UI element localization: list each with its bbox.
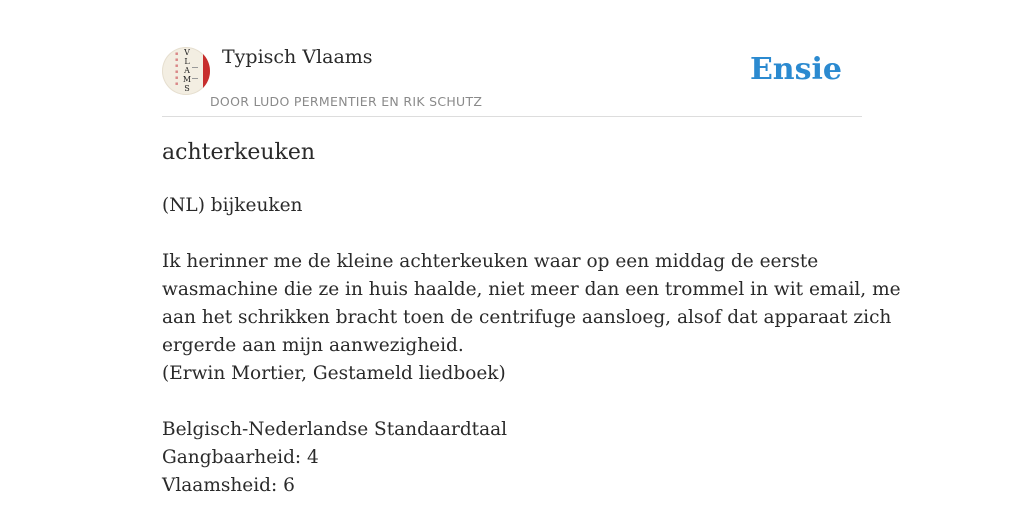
entry-term: achterkeuken: [162, 140, 316, 165]
spacer: [162, 388, 862, 416]
avatar-decoration: ▪ ▪ ▪ ▪ ▪ ▪: [175, 51, 179, 87]
example-line: Ik herinner me de kleine achterkeuken waar op een middag de eerste: [162, 251, 819, 272]
site-header: [162, 44, 862, 117]
avatar-logo-letters: V L A M S: [182, 48, 192, 93]
brand-subtitle: DOOR LUDO PERMENTIER EN RIK SCHUTZ: [210, 94, 483, 109]
avatar-red-stripe: [203, 47, 210, 95]
avatar[interactable]: [162, 47, 210, 95]
ensie-logo[interactable]: Ensie: [749, 52, 842, 87]
entry-gangbaarheid: Gangbaarheid: 4: [162, 447, 319, 468]
entry-content: [162, 192, 901, 500]
entry-vlaamsheid: Vlaamsheid: 6: [162, 475, 295, 496]
spacer: [162, 220, 862, 248]
avatar-decoration-lines: [192, 67, 198, 79]
entry-language: Belgisch-Nederlandse Standaardtaal: [162, 419, 508, 440]
entry-definition: (NL) bijkeuken: [162, 195, 303, 216]
example-line: wasmachine die ze in huis haalde, niet meer dan een trommel in wit email, me: [162, 279, 901, 300]
example-source: (Erwin Mortier, Gestameld liedboek): [162, 363, 506, 384]
example-line: aan het schrikken bracht toen de centrifuge aansloeg, alsof dat apparaat zich: [162, 307, 892, 328]
example-line: ergerde aan mijn aanwezigheid.: [162, 335, 464, 356]
brand-title[interactable]: Typisch Vlaams: [222, 46, 373, 68]
